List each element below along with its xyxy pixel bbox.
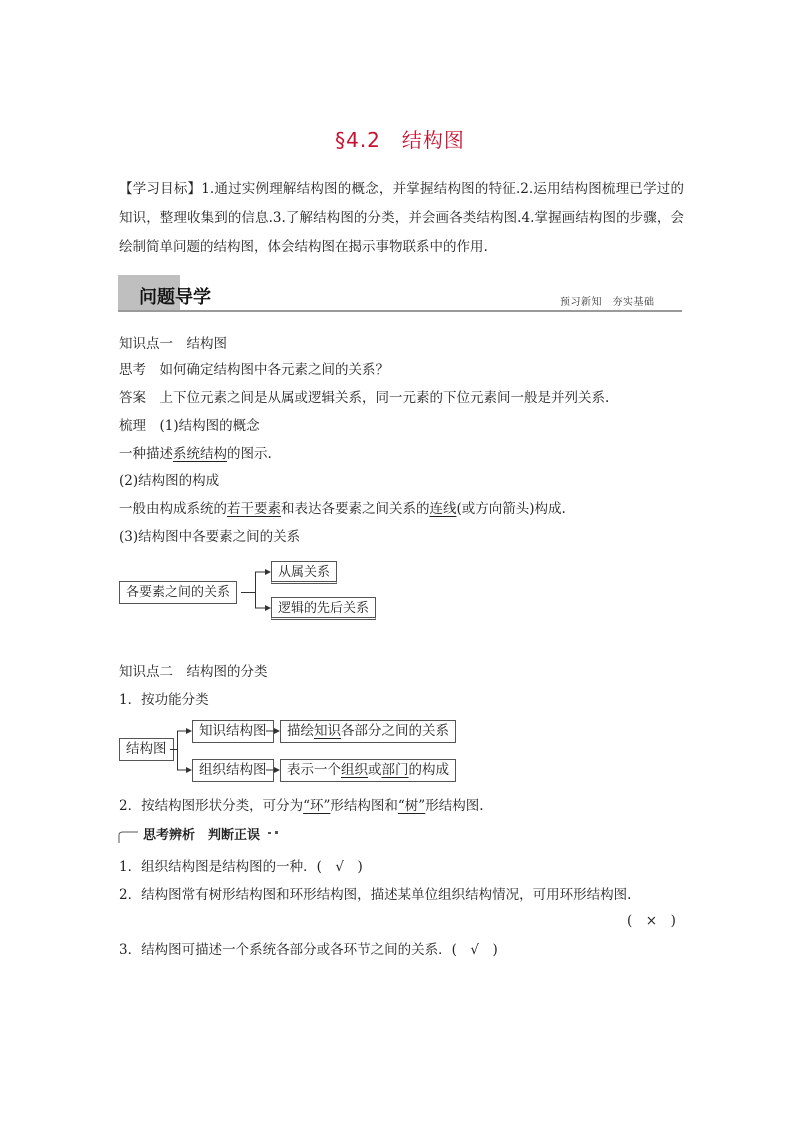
b-desc-key1: 组织	[341, 762, 368, 778]
section-title: 问题导学	[139, 287, 211, 308]
item2-key1: “环”	[303, 798, 331, 814]
diagram1-child-logical: 逻辑的先后关系	[271, 597, 376, 620]
judge-q2: 2．结构图常有树形结构图和环形结构图，描述某单位组织结构情况，可用环形结构图.	[119, 887, 632, 903]
page-title: §4.2 结构图	[335, 128, 465, 152]
judge-q3: 3．结构图可描述一个系统各部分或各环节之间的关系．( √ )	[119, 942, 498, 958]
learning-goals-tag: 【学习目标】	[119, 181, 202, 197]
section-divider	[118, 310, 682, 312]
sort-1: (1)结构图的概念	[159, 418, 260, 434]
composition-line	[119, 499, 566, 519]
kp1-heading: 知识点一 结构图	[119, 336, 227, 352]
kp1-think	[119, 360, 389, 380]
diagram1-root-box: 各要素之间的关系	[119, 581, 237, 604]
section-subtitle: 预习新知 夯实基础	[560, 297, 655, 308]
diagram1-arrow-top	[255, 566, 271, 578]
diagram2-knowledge-desc	[280, 720, 456, 743]
judge-q1: 1．组织结构图是结构图的一种．( √ )	[119, 859, 363, 875]
comp-key1: 若干要素	[227, 501, 281, 517]
diagram1-connector	[241, 592, 255, 593]
diagram1-child-subordinate: 从属关系	[271, 561, 337, 584]
concept-key: 系统结构	[173, 446, 227, 462]
b-desc-post: 的构成	[408, 762, 449, 778]
judge-label: 思考辨析 判断正误	[143, 828, 261, 843]
comp-pre: 一般由构成系统的	[119, 501, 227, 517]
diagram1-arrow-bottom	[255, 602, 271, 614]
judge-q2-answer: ( × )	[627, 913, 676, 929]
diagram2-arrow-b	[177, 764, 192, 776]
diagram2-arrow-a	[177, 725, 192, 737]
concept-post: 的图示.	[227, 446, 272, 462]
sort-2: (2)结构图的构成	[119, 473, 220, 489]
comp-key2: 连线	[429, 501, 457, 517]
kp1-sort	[119, 416, 260, 436]
a-desc-pre: 描绘	[287, 723, 314, 739]
diagram2-root-box: 结构图	[119, 738, 174, 761]
comp-post: (或方向箭头)构成.	[456, 501, 566, 517]
concept-pre: 一种描述	[119, 446, 173, 462]
comp-mid: 和表达各要素之间关系的	[281, 501, 430, 517]
kp2-item2	[119, 796, 484, 816]
b-desc-mid: 或	[368, 762, 382, 778]
concept-line	[119, 444, 272, 464]
diagram2-arrow-b-desc	[266, 764, 280, 776]
diagram2-arrow-a-desc	[266, 725, 280, 737]
a-desc-key: 知识	[314, 723, 341, 739]
item2-pre: 2．按结构图形状分类，可分为	[119, 798, 304, 814]
think-text: 如何确定结构图中各元素之间的关系？	[159, 362, 389, 378]
item2-key2: “树”	[397, 798, 426, 814]
item2-post: 形结构图.	[425, 798, 484, 814]
learning-goals-text: 1.通过实例理解结构图的概念，并掌握结构图的特征.2.运用结构图梳理已学过的知识，整理收集到的信息.3.了解结构图的分类，并会画各类结构图.4.掌握画结构图的步骤，会绘制简单问题的结构图，体会结构图在揭示事物联系中的作用.	[119, 181, 684, 255]
item2-mid: 形结构图和	[330, 798, 398, 814]
kp1-answer	[119, 388, 609, 408]
diagram2-knowledge-box: 知识结构图	[192, 720, 274, 743]
learning-goals	[119, 175, 684, 262]
answer-text: 上下位元素之间是从属或逻辑关系，同一元素的下位元素间一般是并列关系.	[159, 390, 610, 406]
diagram2-organization-desc	[280, 759, 456, 782]
kp2-item1: 1．按功能分类	[119, 692, 209, 708]
diagram2-connector	[170, 749, 177, 750]
kp2-heading: 知识点二 结构图的分类	[119, 664, 268, 680]
diagram2-organization-box: 组织结构图	[192, 759, 274, 782]
sort-label: 梳理	[119, 418, 146, 434]
b-desc-key2: 部门	[381, 762, 409, 778]
a-desc-post: 各部分之间的关系	[341, 723, 449, 739]
think-label: 思考	[119, 362, 146, 378]
sort-3: (3)结构图中各要素之间的关系	[119, 529, 301, 545]
answer-label: 答案	[119, 390, 146, 406]
b-desc-pre: 表示一个	[287, 762, 341, 778]
